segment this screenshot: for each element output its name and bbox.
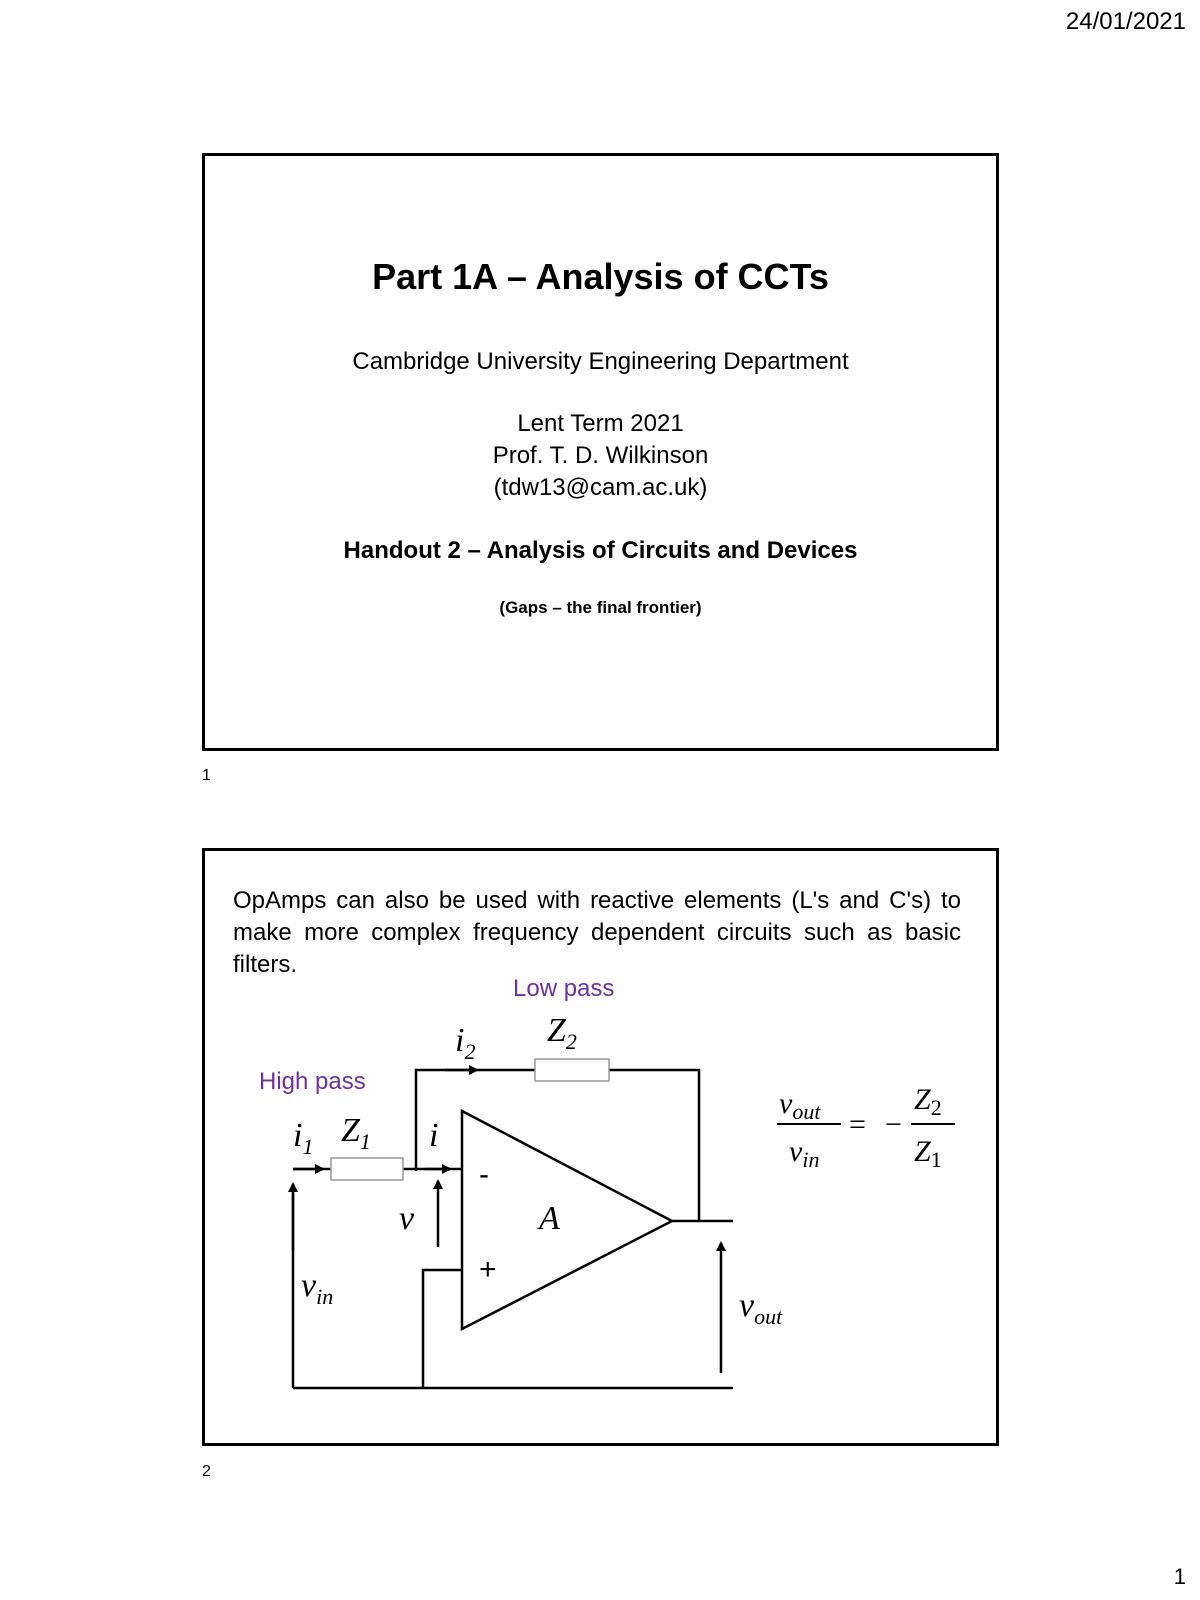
- resistor-z2: [535, 1059, 609, 1081]
- page-number: 1: [1173, 1564, 1186, 1589]
- author-line: Prof. T. D. Wilkinson: [492, 442, 709, 469]
- equation-numerator: $v_{out}$: [779, 1087, 821, 1124]
- label-vout: $v_{out}$: [739, 1287, 783, 1329]
- slide-number-2: 2: [202, 1463, 211, 1480]
- slide-2: [202, 848, 999, 1446]
- resistor-z1: [331, 1158, 403, 1180]
- handout-title: Handout 2 – Analysis of Circuits and Devices: [343, 537, 858, 564]
- slide-1: [202, 153, 999, 751]
- equation-equals: =: [849, 1108, 866, 1141]
- equation-denominator: $v_{in}$: [789, 1135, 820, 1172]
- label-z2: $Z_2$: [547, 1012, 577, 1054]
- equation-right-denominator: $Z_1$: [914, 1135, 942, 1172]
- page-date: 24/01/2021: [1065, 8, 1186, 35]
- low-pass-label: Low pass: [513, 975, 615, 1002]
- equation-right-numerator: $Z_2$: [914, 1083, 942, 1120]
- inverting-input-sign: -: [479, 1158, 489, 1191]
- email-line: (tdw13@cam.ac.uk): [493, 474, 708, 501]
- slide-body-text: OpAmps can also be used with reactive elements (L's and C's) to make more complex frequency dependent circuits such as basic filters.: [233, 887, 961, 978]
- gain-equation: [777, 1083, 955, 1172]
- handout-subtitle: (Gaps – the final frontier): [499, 598, 702, 617]
- slide-title: Part 1A – Analysis of CCTs: [372, 256, 829, 297]
- label-z1: $Z_1$: [341, 1112, 371, 1154]
- label-vin: $v_{in}$: [301, 1267, 334, 1309]
- high-pass-label: High pass: [259, 1068, 366, 1095]
- opamp-circuit-diagram: [205, 851, 996, 1443]
- opamp-triangle: [462, 1111, 672, 1329]
- department-line: Cambridge University Engineering Department: [352, 348, 849, 375]
- equation-minus: −: [885, 1108, 902, 1141]
- term-line: Lent Term 2021: [517, 410, 684, 437]
- label-v: v: [399, 1200, 415, 1237]
- label-gain-a: A: [539, 1200, 560, 1237]
- label-i2: $i_2$: [455, 1022, 476, 1064]
- label-i: i: [429, 1117, 439, 1154]
- label-i1: $i_1$: [293, 1117, 314, 1159]
- noninverting-input-sign: +: [479, 1253, 497, 1286]
- slide-number-1: 1: [202, 767, 211, 784]
